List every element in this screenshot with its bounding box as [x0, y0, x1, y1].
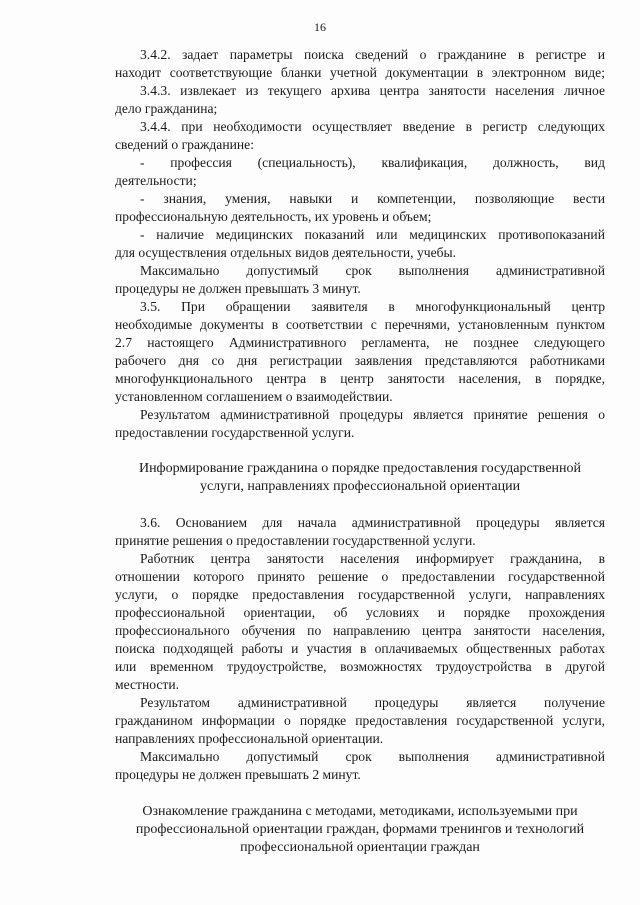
- text-line: находит соответствующие бланки учетной документации в электронном виде;: [115, 65, 605, 80]
- text-line: установленном соглашением о взаимодействии.: [115, 389, 393, 404]
- text-line: или временном трудоустройстве, возможностях трудоустройства в другой: [115, 659, 605, 674]
- text-line: 3.6. Основанием для начала административной процедуры является: [140, 515, 605, 530]
- text-line: направлениях профессиональной ориентации.: [115, 731, 384, 746]
- text-line: - наличие медицинских показаний или медицинских противопоказаний: [140, 227, 605, 242]
- text-line: профессиональной ориентации, об условиях и порядке прохождения: [115, 605, 605, 620]
- section-heading: Ознакомление гражданина с методами, методиками, используемыми при: [142, 804, 578, 819]
- text-line: 3.4.3. извлекает из текущего архива центра занятости населения личное: [140, 83, 605, 98]
- text-line: 3.4.2. задает параметры поиска сведений о гражданине в регистре и: [140, 47, 605, 62]
- text-line: процедуры не должен превышать 3 минут.: [115, 281, 361, 296]
- text-line: 3.5. При обращении заявителя в многофункциональный центр: [140, 299, 605, 314]
- text-line: дело гражданина;: [115, 101, 218, 116]
- text-line: рабочего дня со дня регистрации заявления представляются работниками: [115, 353, 605, 368]
- text-line: для осуществления отдельных видов деятельности, учебы.: [115, 245, 457, 260]
- text-line: - знания, умения, навыки и компетенции, позволяющие вести: [140, 191, 605, 206]
- text-line: процедуры не должен превышать 2 минут.: [115, 767, 361, 782]
- section-heading: профессиональной ориентации граждан: [240, 840, 480, 855]
- text-line: услуги, о порядке предоставления государственной услуги, направлениях: [115, 587, 605, 602]
- section-heading: профессиональной ориентации граждан, формами тренингов и технологий: [135, 822, 585, 837]
- text-line: сведений о гражданине:: [115, 137, 254, 152]
- text-line: необходимые документы в соответствии с перечнями, установленным пунктом: [115, 317, 605, 332]
- text-line: 2.7 настоящего Административного регламента, не позднее следующего: [115, 335, 605, 350]
- text-line: 3.4.4. при необходимости осуществляет введение в регистр следующих: [140, 119, 605, 134]
- text-line: Максимально допустимый срок выполнения административной: [140, 263, 605, 278]
- text-line: многофункционального центра в центр занятости населения, в порядке,: [115, 371, 605, 386]
- page-number: 16: [314, 20, 326, 34]
- text-line: Результатом административной процедуры является принятие решения о: [140, 407, 605, 422]
- text-line: деятельности;: [115, 173, 197, 188]
- text-line: Работник центра занятости населения информирует гражданина, в: [140, 551, 605, 566]
- text-line: отношении которого принято решение о предоставлении государственной: [115, 569, 605, 584]
- section-heading: услуги, направлениях профессиональной ориентации: [199, 479, 521, 494]
- text-line: профессионального обучения по направлению центра занятости населения,: [115, 623, 605, 638]
- text-line: гражданином информации о порядке предоставления государственной услуги,: [115, 713, 605, 728]
- text-line: поиска подходящей работы и участия в оплачиваемых общественных работах: [115, 641, 605, 656]
- text-line: профессиональную деятельность, их уровень и объем;: [115, 209, 432, 224]
- text-line: принятие решения о предоставлении государственной услуги.: [115, 533, 476, 548]
- text-line: Результатом административной процедуры является получение: [140, 695, 605, 710]
- text-line: - профессия (специальность), квалификация, должность, вид: [140, 155, 605, 170]
- text-line: Максимально допустимый срок выполнения административной: [140, 749, 605, 764]
- section-heading: Информирование гражданина о порядке предоставления государственной: [138, 461, 582, 476]
- text-line: местности.: [115, 677, 180, 692]
- text-line: предоставлении государственной услуги.: [115, 425, 355, 440]
